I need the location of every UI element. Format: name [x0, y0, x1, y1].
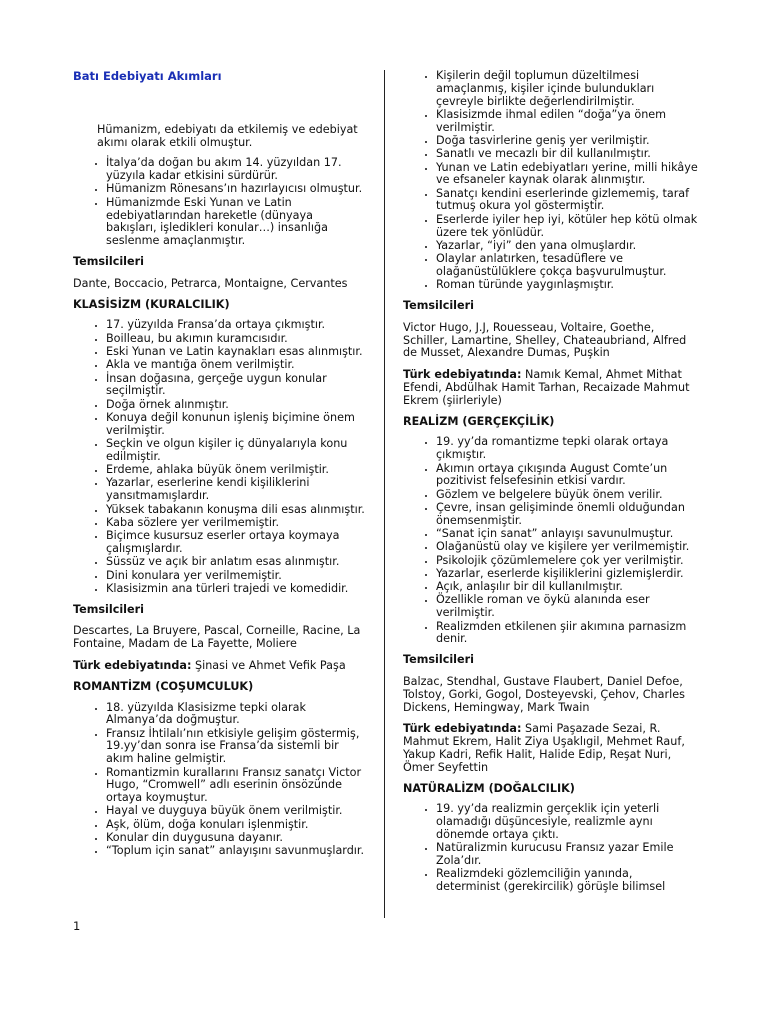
turkish-label: Türk edebiyatında: — [73, 658, 192, 672]
list-item: • Realizmden etkilenen şiir akımına parnasizm denir. — [436, 621, 699, 647]
turkish-authors: Namık Kemal, Ahmet Mithat Efendi, Abdülhak Hamit Tarhan, Recaizade Mahmut Ekrem (şiirleriyle) — [403, 368, 690, 407]
list-item: • Hayal ve duyguya büyük önem verilmiştir. — [106, 805, 365, 818]
list-item: • Klasisizmde ihmal edilen “doğa”ya önem verilmiştir. — [436, 109, 699, 135]
turkish-authors: Sami Paşazade Sezai, R. Mahmut Ekrem, Halit Ziya Uşaklıgil, Mehmet Rauf, Yakup Kadri, Refik Halit, Halide Edip, Reşat Nuri, Ömer Seyfettin — [403, 722, 685, 774]
list-item: • Boilleau, bu akımın kuramcısıdır. — [106, 333, 365, 346]
humanism-list — [73, 157, 365, 248]
list-item: • Doğa örnek alınmıştır. — [106, 399, 365, 412]
realism-heading: REALİZM (GERÇEKÇİLİK) — [403, 414, 555, 428]
list-item: • 18. yüzyılda Klasisizme tepki olarak Almanya’da doğmuştur. — [106, 702, 365, 728]
list-item: • Eserlerde iyiler hep iyi, kötüler hep kötü olmak üzere tek yönlüdür. — [436, 214, 699, 240]
list-item: • “Toplum için sanat” anlayışını savunmuşlardır. — [106, 845, 365, 858]
list-item: • Açık, anlaşılır bir dil kullanılmıştır. — [436, 581, 699, 594]
list-item: • Konular din duygusuna dayanır. — [106, 832, 365, 845]
list-item: • Süssüz ve açık bir anlatım esas alınmıştır. — [106, 556, 365, 569]
classicism-turkish — [73, 660, 365, 673]
realism-turkish — [403, 723, 699, 774]
list-item: • Yazarlar, eserlerine kendi kişiliklerini yansıtmamışlardır. — [106, 477, 365, 503]
classicism-reps: Descartes, La Bruyere, Pascal, Corneille, Racine, La Fontaine, Madam de La Fayette, Moliere — [73, 624, 361, 651]
list-item: • Natüralizmin kurucusu Fransız yazar Emile Zola’dır. — [436, 842, 699, 868]
list-item: • Dini konulara yer verilmemiştir. — [106, 570, 365, 583]
left-column — [73, 64, 365, 859]
list-item: • İtalya’da doğan bu akım 14. yüzyıldan 17. yüzyıla kadar etkisini sürdürür. — [106, 157, 365, 183]
list-item: • Akla ve mantığa önem verilmiştir. — [106, 359, 365, 372]
list-item: • Eski Yunan ve Latin kaynakları esas alınmıştır. — [106, 346, 365, 359]
humanism-reps-heading: Temsilcileri — [73, 254, 144, 268]
classicism-reps-heading: Temsilcileri — [73, 602, 144, 616]
list-item: • Yazarlar, eserlerde kişiliklerini gizlemişlerdir. — [436, 568, 699, 581]
list-item: • Doğa tasvirlerine geniş yer verilmiştir. — [436, 135, 699, 148]
list-item: • Aşk, ölüm, doğa konuları işlenmiştir. — [106, 819, 365, 832]
list-item: • Hümanizmde Eski Yunan ve Latin edebiyatlarından hareketle (dünyaya bakışları, işledikleri konular…) insanlığa seslenme amaçlanmıştır. — [106, 197, 365, 248]
list-item: • Akımın ortaya çıkışında August Comte’un pozitivist felsefesinin etkisi vardır. — [436, 463, 699, 489]
list-item: • Realizmdeki gözlemciliğin yanında, determinist (gerekircilik) görüşle bilimsel — [436, 868, 699, 894]
list-item: • Biçimce kusursuz eserler ortaya koymaya çalışmışlardır. — [106, 530, 365, 556]
list-item: • Klasisizmin ana türleri trajedi ve komedidir. — [106, 583, 365, 596]
list-item: • Sanatlı ve mecazlı bir dil kullanılmıştır. — [436, 148, 699, 161]
document-title: Batı Edebiyatı Akımları — [73, 69, 222, 83]
list-item: • Seçkin ve olgun kişiler iç dünyalarıyla konu edilmiştir. — [106, 438, 365, 464]
list-item: • Yunan ve Latin edebiyatları yerine, milli hikâye ve efsaneler kaynak olarak alınmıştır. — [436, 162, 699, 188]
list-item: • Hümanizm Rönesans’ın hazırlayıcısı olmuştur. — [106, 183, 365, 196]
list-item: • 17. yüzyılda Fransa’da ortaya çıkmıştır. — [106, 319, 365, 332]
turkish-label: Türk edebiyatında: — [403, 368, 522, 382]
list-item: • Kaba sözlere yer verilmemiştir. — [106, 517, 365, 530]
list-item: • Çevre, insan gelişiminde önemli olduğundan önemsenmiştir. — [436, 502, 699, 528]
naturalism-list — [403, 803, 699, 894]
romanticism-reps-heading: Temsilcileri — [403, 299, 474, 313]
page-number: 1 — [73, 919, 81, 933]
romanticism-list — [73, 702, 365, 859]
humanism-intro: Hümanizm, edebiyatı da etkilemiş ve edebiyat akımı olarak etkili olmuştur. — [97, 122, 358, 149]
list-item: • Roman türünde yaygınlaşmıştır. — [436, 279, 699, 292]
realism-reps: Balzac, Stendhal, Gustave Flaubert, Daniel Defoe, Tolstoy, Gorki, Gogol, Dosteyevski, Çehov, Charles Dickens, Hemingway, Mark Twain — [403, 674, 685, 714]
list-item: • Fransız İhtilalı’nın etkisiyle gelişim göstermiş, 19.yy’dan sonra ise Fransa’da sistemli bir akım haline gelmiştir. — [106, 728, 365, 766]
humanism-reps: Dante, Boccacio, Petrarca, Montaigne, Cervantes — [73, 276, 348, 290]
romanticism-list-continued — [403, 70, 699, 292]
list-item: • “Sanat için sanat” anlayışı savunulmuştur. — [436, 528, 699, 541]
list-item: • 19. yy’da romantizme tepki olarak ortaya çıkmıştır. — [436, 436, 699, 462]
list-item: • Olaylar anlatırken, tesadüflere ve olağanüstülüklere çokça başvurulmuştur. — [436, 253, 699, 279]
naturalism-heading: NATÜRALİZM (DOĞALCILIK) — [403, 781, 575, 795]
list-item: • Olağanüstü olay ve kişilere yer verilmemiştir. — [436, 541, 699, 554]
list-item: • Psikolojik çözümlemelere çok yer verilmiştir. — [436, 555, 699, 568]
list-item: • İnsan doğasına, gerçeğe uygun konular seçilmiştir. — [106, 373, 365, 399]
list-item: • 19. yy’da realizmin gerçeklik için yeterli olamadığı düşüncesiyle, realizmle aynı dönemde ortaya çıktı. — [436, 803, 699, 841]
right-column — [403, 64, 699, 894]
list-item: • Yüksek tabakanın konuşma dili esas alınmıştır. — [106, 504, 365, 517]
realism-list — [403, 436, 699, 646]
list-item: • Erdeme, ahlaka büyük önem verilmiştir. — [106, 464, 365, 477]
list-item: • Konuya değil konunun işleniş biçimine önem verilmiştir. — [106, 412, 365, 438]
classicism-heading: KLASİSİZM (KURALCILIK) — [73, 297, 230, 311]
column-divider — [384, 70, 385, 918]
classicism-list — [73, 319, 365, 595]
romanticism-heading: ROMANTİZM (COŞUMCULUK) — [73, 679, 254, 693]
romanticism-reps: Victor Hugo, J.J, Rouesseau, Voltaire, Goethe, Schiller, Lamartine, Shelley, Chateaubriand, Alfred de Musset, Alexandre Dumas, Puşkin — [403, 320, 687, 360]
turkish-label: Türk edebiyatında: — [403, 722, 522, 736]
list-item: • Romantizmin kurallarını Fransız sanatçı Victor Hugo, “Cromwell” adlı eserinin önsözünde ortaya koymuştur. — [106, 767, 365, 805]
list-item: • Yazarlar, “iyi” den yana olmuşlardır. — [436, 240, 699, 253]
turkish-authors: Şinasi ve Ahmet Vefik Paşa — [191, 658, 346, 672]
list-item: • Sanatçı kendini eserlerinde gizlememiş, taraf tutmuş okura yol göstermiştir. — [436, 188, 699, 214]
realism-reps-heading: Temsilcileri — [403, 653, 474, 667]
list-item: • Gözlem ve belgelere büyük önem verilir. — [436, 489, 699, 502]
list-item: • Kişilerin değil toplumun düzeltilmesi amaçlanmış, kişiler içinde bulundukları çevreyle birlikte değerlendirilmiştir. — [436, 70, 699, 108]
romanticism-turkish — [403, 369, 699, 407]
list-item: • Özellikle roman ve öykü alanında eser verilmiştir. — [436, 594, 699, 620]
